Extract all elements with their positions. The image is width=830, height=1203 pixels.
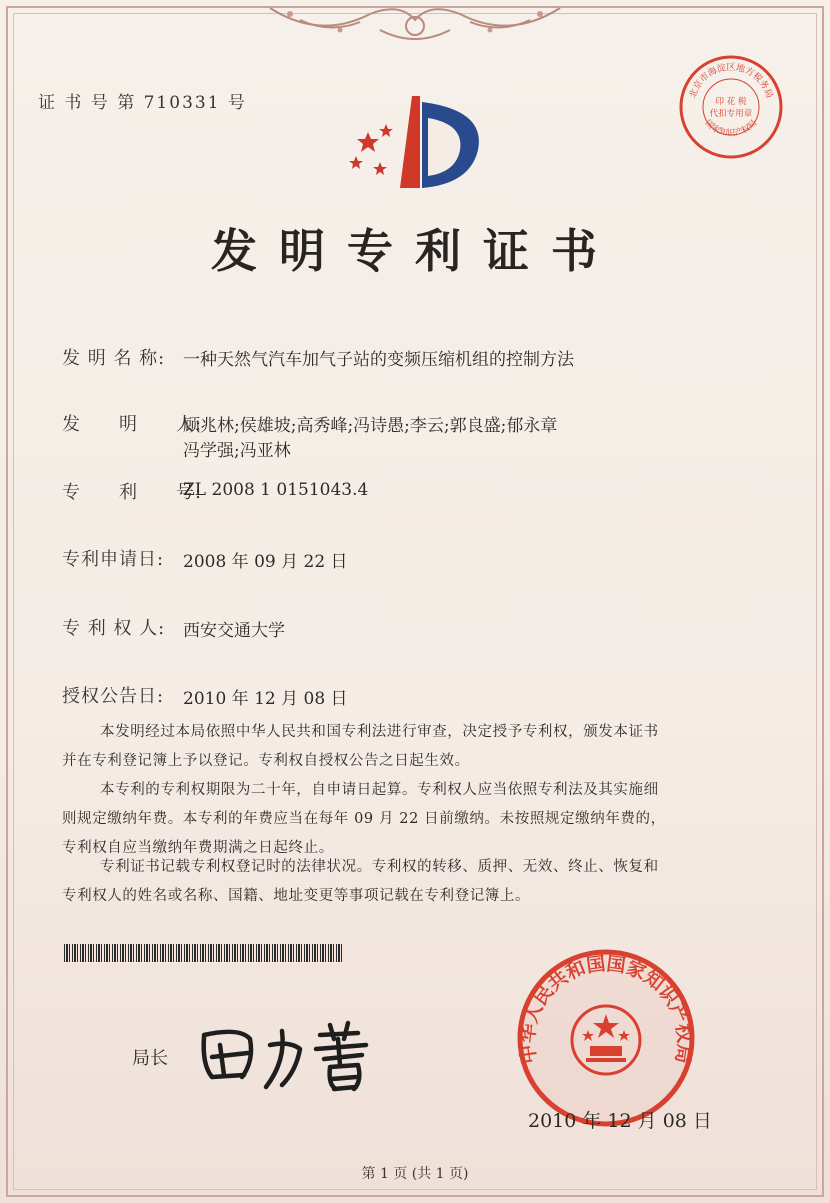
inventor-value-line1: 顾兆林;侯雄坡;高秀峰;冯诗愚;李云;郭良盛;郁永章 (183, 416, 558, 436)
body-paragraph-2 (62, 776, 762, 863)
tax-stamp-outer-text: 北京市海淀区地方税务局 (688, 63, 774, 100)
tax-stamp-line1: 印 花 税 (715, 97, 747, 107)
page-footer: 第 1 页 (共 1 页) (361, 1166, 469, 1182)
inventor-label: 发 明 人: (62, 414, 203, 435)
patentee-label: 专 利 权 人: (62, 618, 166, 639)
invention-name-value: 一种天然气汽车加气子站的变频压缩机组的控制方法 (183, 350, 574, 370)
tax-stamp-bottom-text: 国家知识产权局 (702, 118, 760, 139)
filing-date-label: 专利申请日: (62, 549, 165, 570)
grant-date-value: 2010 年 12 月 08 日 (183, 689, 348, 709)
body-paragraph-1 (62, 718, 762, 776)
barcode (64, 944, 342, 962)
director-signature (190, 1005, 400, 1095)
patent-office-logo (338, 88, 488, 198)
patent-number-label: 专 利 号: (62, 482, 203, 503)
patentee-value: 西安交通大学 (183, 621, 285, 641)
body-line: 专利证书记载专利权登记时的法律状况。专利权的转移、质押、无效、终止、恢复和 (100, 859, 659, 875)
seal-text: 中华人民共和国国家知识产权局 (516, 952, 696, 1065)
tax-stamp (676, 52, 786, 162)
body-line: 专利权自应当缴纳年费期满之日起终止。 (62, 840, 334, 856)
body-line: 则规定缴纳年费。本专利的年费应当在每年 09 月 22 日前缴纳。未按照规定缴纳年费的， (62, 811, 666, 827)
inventor-value-line2: 冯学强;冯亚林 (183, 441, 291, 461)
tax-stamp-line2: 代扣专用章 (709, 109, 753, 119)
body-paragraph-3 (62, 853, 762, 911)
body-line: 本专利的专利权期限为二十年，自申请日起算。专利权人应当依照专利法及其实施细 (100, 782, 659, 798)
official-seal (516, 948, 696, 1128)
body-line: 并在专利登记簿上予以登记。专利权自授权公告之日起生效。 (62, 753, 470, 769)
body-line: 专利权人的姓名或名称、国籍、地址变更等事项记载在专利登记簿上。 (62, 888, 531, 904)
certificate-number: 证 书 号 第 710331 号 (38, 93, 247, 113)
top-ornament (0, 0, 830, 60)
seal-date: 2010 年 12 月 08 日 (528, 1110, 712, 1132)
body-line: 本发明经过本局依照中华人民共和国专利法进行审查，决定授予专利权，颁发本证书 (100, 724, 659, 740)
grant-date-label: 授权公告日: (62, 686, 165, 707)
invention-name-label: 发 明 名 称: (62, 348, 166, 369)
patent-number-value: ZL 2008 1 0151043.4 (183, 480, 369, 500)
director-label: 局长 (132, 1048, 168, 1069)
svg-text:国家知识产权局 (703, 118, 760, 138)
page-title: 发明专利证书 (211, 224, 619, 278)
filing-date-value: 2008 年 09 月 22 日 (183, 552, 348, 572)
